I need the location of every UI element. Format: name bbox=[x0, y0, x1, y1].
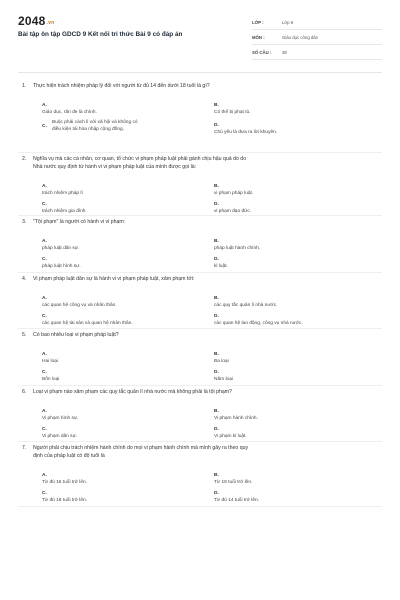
option-text bbox=[214, 208, 251, 215]
logo-text: 2048 bbox=[18, 14, 46, 28]
option-text bbox=[214, 358, 229, 365]
option-letter: D. bbox=[214, 257, 219, 262]
option-text bbox=[214, 302, 277, 309]
option-text-line: kỉ luật. bbox=[214, 264, 228, 269]
option-text-line: điều kiện tái hòa nhập cộng đồng. bbox=[52, 127, 125, 132]
option-text-line: Vi phạm hành chính. bbox=[214, 416, 258, 421]
answer-option-d[interactable] bbox=[214, 369, 233, 383]
meta-row-grade bbox=[252, 15, 382, 30]
answer-option-c[interactable] bbox=[42, 369, 59, 383]
meta-value: 38 bbox=[282, 49, 287, 55]
option-text bbox=[42, 497, 87, 504]
question-item bbox=[18, 386, 382, 442]
option-text bbox=[42, 109, 97, 116]
option-text-line: trách nhiệm pháp lí bbox=[42, 191, 83, 196]
option-letter: C. bbox=[42, 370, 47, 375]
option-letter: A. bbox=[42, 473, 47, 478]
option-letter: D. bbox=[214, 123, 219, 128]
question-stem bbox=[18, 388, 382, 396]
option-letter: C. bbox=[42, 123, 47, 129]
option-letter: A. bbox=[42, 103, 47, 108]
meta-row-subject bbox=[252, 30, 382, 45]
option-text-line: các quy tắc quản lí nhà nước. bbox=[214, 303, 278, 308]
question-stem bbox=[18, 331, 382, 339]
option-text bbox=[214, 263, 228, 270]
document-title: Bài tập ôn tập GDCD 9 Kết nối tri thức Bài 9 có đáp án bbox=[18, 31, 183, 38]
option-text bbox=[214, 415, 258, 422]
meta-label: MÔN : bbox=[252, 34, 265, 40]
question-item bbox=[18, 442, 382, 507]
meta-value: Giáo dục công dân bbox=[282, 34, 319, 40]
site-logo[interactable] bbox=[18, 14, 54, 28]
option-text bbox=[42, 190, 83, 197]
option-text-line: các quan hệ lao động, công vụ nhà nước. bbox=[214, 321, 303, 326]
answer-option-b[interactable] bbox=[214, 183, 253, 197]
option-letter: D. bbox=[214, 491, 219, 496]
question-stem-line: Nhà nước quy định từ hành vi vi phạm pháp luật của mình được gọi là: bbox=[33, 164, 197, 170]
option-text-line: Có thể bị phạt tù. bbox=[214, 110, 251, 115]
option-letter: A. bbox=[42, 409, 47, 414]
answer-option-a[interactable] bbox=[42, 102, 97, 116]
document-header bbox=[0, 0, 400, 64]
option-letter: C. bbox=[42, 202, 47, 207]
question-item bbox=[18, 153, 382, 216]
option-letter: C. bbox=[42, 314, 47, 319]
question-number: 4. bbox=[22, 276, 27, 282]
option-text-line: Hai loại bbox=[42, 359, 58, 364]
option-text bbox=[214, 376, 233, 383]
option-text-line: Từ đủ 16 tuổi trở lên. bbox=[42, 480, 88, 485]
question-stem bbox=[18, 82, 382, 90]
question-stem bbox=[18, 275, 382, 283]
question-item bbox=[18, 216, 382, 273]
answer-option-c[interactable] bbox=[42, 256, 81, 270]
header-divider bbox=[18, 72, 382, 73]
option-text bbox=[42, 263, 81, 270]
option-letter: D. bbox=[214, 314, 219, 319]
answer-option-c[interactable] bbox=[42, 313, 133, 327]
option-text bbox=[42, 320, 133, 327]
option-letter: B. bbox=[214, 409, 219, 414]
question-stem bbox=[18, 155, 382, 171]
option-letter: A. bbox=[42, 239, 47, 244]
option-text-line: pháp luật dân sự. bbox=[42, 246, 80, 251]
option-letter: B. bbox=[214, 352, 219, 357]
answer-option-b[interactable] bbox=[214, 408, 258, 422]
question-stem-line: Vi phạm pháp luật dân sự là hành vi vi phạm pháp luật, xâm phạm tới: bbox=[33, 276, 195, 282]
answer-option-d[interactable] bbox=[214, 256, 228, 270]
option-text-line: pháp luật hành chính. bbox=[214, 246, 261, 251]
answer-option-d[interactable] bbox=[214, 122, 277, 136]
question-stem-line: Thực hiện trách nhiệm pháp lý đối với người từ đủ 14 đến dưới 18 tuổi là gì? bbox=[33, 83, 210, 89]
option-letter: A. bbox=[42, 296, 47, 301]
option-text bbox=[214, 433, 247, 440]
answer-option-b[interactable] bbox=[214, 295, 277, 309]
option-text-line: trách nhiệm gia đình bbox=[42, 209, 86, 214]
option-text-line: Từ đủ 14 tuổi trở lên. bbox=[214, 498, 260, 503]
question-item bbox=[18, 80, 382, 153]
answer-option-b[interactable] bbox=[214, 102, 251, 116]
option-letter: A. bbox=[42, 184, 47, 189]
option-text bbox=[214, 245, 260, 252]
option-text bbox=[52, 119, 138, 133]
question-stem-line: "Tội phạm" là người có hành vi vi phạm: bbox=[33, 219, 126, 225]
option-text-line: Từ 18 tuổi trở lên. bbox=[214, 480, 253, 485]
option-text-line: Ba loại bbox=[214, 359, 229, 364]
question-stem-line: Loại vi phạm nào xâm phạm các quy tắc quản lí nhà nước mà không phải là tội phạm? bbox=[33, 389, 232, 395]
meta-label: SỐ CÂU : bbox=[252, 49, 272, 55]
question-stem-line: Có bao nhiêu loại vi phạm pháp luật? bbox=[33, 332, 119, 338]
option-text bbox=[214, 129, 277, 136]
question-number: 2. bbox=[22, 156, 27, 162]
answer-option-a[interactable] bbox=[42, 295, 117, 309]
meta-row-count bbox=[252, 45, 382, 60]
answer-option-a[interactable] bbox=[42, 238, 79, 252]
answer-option-c[interactable] bbox=[42, 426, 77, 440]
option-text bbox=[42, 302, 117, 309]
option-text-line: Buộc phải cách li với xã hội và không có bbox=[52, 120, 138, 125]
option-text bbox=[214, 190, 253, 197]
question-number: 6. bbox=[22, 389, 27, 395]
question-number: 5. bbox=[22, 332, 27, 338]
option-text bbox=[42, 245, 79, 252]
option-text-line: các quan hệ công vụ và nhân thân. bbox=[42, 303, 117, 308]
option-text bbox=[42, 479, 87, 486]
option-text-line: vi phạm đạo đức. bbox=[214, 209, 252, 214]
document-meta bbox=[252, 15, 382, 60]
option-text-line: Năm loại bbox=[214, 377, 233, 382]
answer-option-b[interactable] bbox=[214, 238, 260, 252]
answer-option-c[interactable] bbox=[42, 119, 138, 133]
question-number: 7. bbox=[22, 445, 27, 451]
option-text bbox=[42, 415, 78, 422]
question-number: 3. bbox=[22, 219, 27, 225]
meta-value: Lớp 9 bbox=[282, 19, 294, 25]
option-text bbox=[214, 497, 259, 504]
option-text-line: Bốn loại bbox=[42, 377, 60, 382]
question-stem bbox=[18, 218, 382, 226]
answer-option-b[interactable] bbox=[214, 351, 229, 365]
option-letter: B. bbox=[214, 103, 219, 108]
option-text bbox=[42, 208, 85, 215]
option-text-line: Giáo dục, răn đe là chính. bbox=[42, 110, 97, 115]
option-letter: B. bbox=[214, 184, 219, 189]
option-letter: D. bbox=[214, 427, 219, 432]
option-text bbox=[42, 376, 59, 383]
question-item bbox=[18, 273, 382, 329]
answer-option-a[interactable] bbox=[42, 351, 58, 365]
meta-label: LỚP : bbox=[252, 19, 264, 25]
option-text-line: Vi phạm hình sự. bbox=[42, 416, 79, 421]
answer-option-a[interactable] bbox=[42, 408, 78, 422]
option-letter: C. bbox=[42, 491, 47, 496]
option-text-line: Chủ yếu là đưa ra lời khuyên. bbox=[214, 130, 278, 135]
question-item bbox=[18, 329, 382, 386]
answer-option-a[interactable] bbox=[42, 472, 87, 486]
option-text bbox=[214, 109, 251, 116]
answer-option-d[interactable] bbox=[214, 490, 259, 504]
option-text bbox=[42, 358, 58, 365]
answer-option-a[interactable] bbox=[42, 183, 83, 197]
option-text-line: pháp luật hình sự. bbox=[42, 264, 81, 269]
option-text-line: vi phạm pháp luật. bbox=[214, 191, 254, 196]
option-text-line: Từ đủ 18 tuổi trở lên. bbox=[42, 498, 88, 503]
option-text-line: các quan hệ tài sản và quan hệ nhân thân. bbox=[42, 321, 133, 326]
question-stem-line: Người phải chịu trách nhiệm hành chính do mọi vi phạm hành chính mà mình gây ra theo quy bbox=[33, 445, 249, 451]
option-text bbox=[214, 479, 252, 486]
option-letter: D. bbox=[214, 370, 219, 375]
answer-option-b[interactable] bbox=[214, 472, 252, 486]
option-letter: D. bbox=[214, 202, 219, 207]
option-letter: C. bbox=[42, 427, 47, 432]
answer-option-c[interactable] bbox=[42, 490, 87, 504]
option-text bbox=[42, 433, 77, 440]
answer-option-d[interactable] bbox=[214, 201, 251, 215]
answer-option-c[interactable] bbox=[42, 201, 85, 215]
logo-suffix: .vn bbox=[46, 20, 55, 26]
question-stem-line: Nghĩa vụ mà các cá nhân, cơ quan, tổ chức vi phạm pháp luật phải gánh chịu hậu quả do do bbox=[33, 156, 247, 162]
question-number: 1. bbox=[22, 83, 27, 89]
option-text bbox=[214, 320, 303, 327]
answer-option-d[interactable] bbox=[214, 426, 247, 440]
option-text-line: Vi phạm kỉ luật. bbox=[214, 434, 247, 439]
answer-option-d[interactable] bbox=[214, 313, 303, 327]
question-list bbox=[0, 80, 400, 507]
option-letter: A. bbox=[42, 352, 47, 357]
question-stem bbox=[18, 444, 382, 460]
option-letter: B. bbox=[214, 296, 219, 301]
option-letter: B. bbox=[214, 239, 219, 244]
option-letter: B. bbox=[214, 473, 219, 478]
question-stem-line: định của pháp luật có độ tuổi là bbox=[33, 453, 105, 459]
option-letter: C. bbox=[42, 257, 47, 262]
option-text-line: Vi phạm dân sự. bbox=[42, 434, 78, 439]
